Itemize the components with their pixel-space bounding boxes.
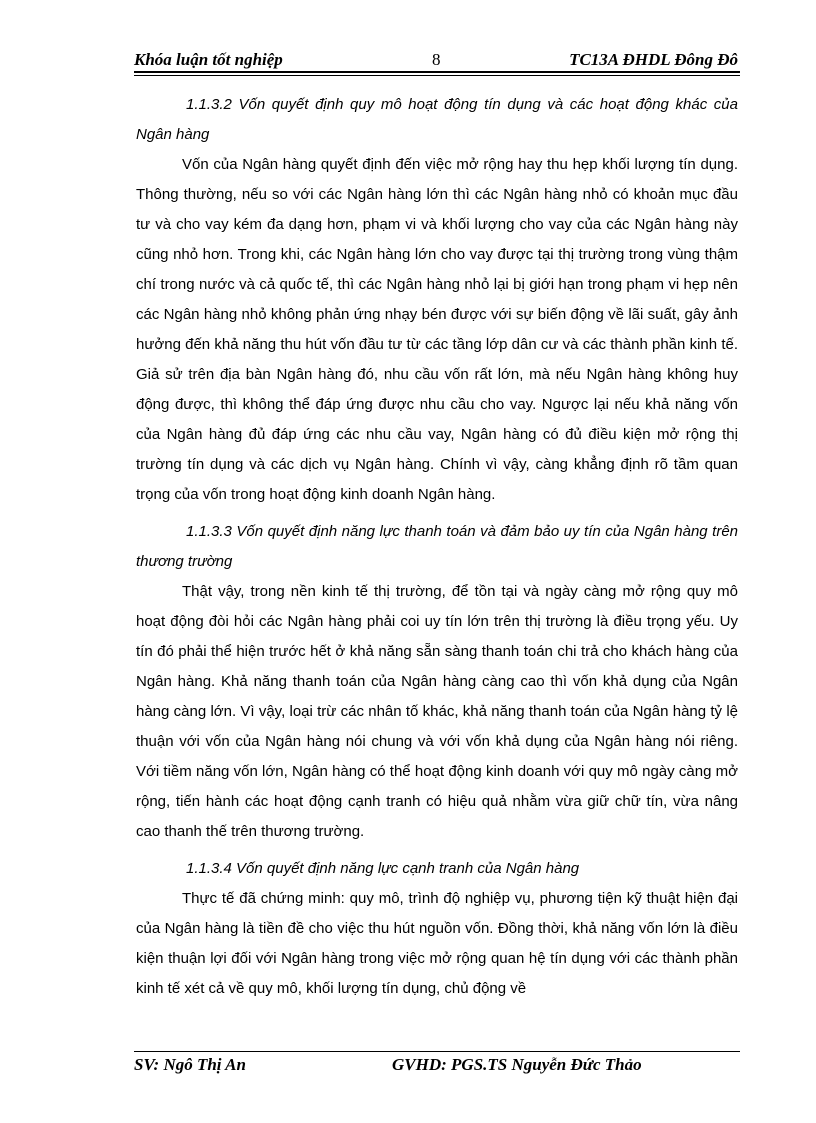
page-header xyxy=(134,46,740,72)
document-body xyxy=(136,88,738,1004)
page-number: 8 xyxy=(432,50,441,69)
page-footer xyxy=(134,1055,740,1081)
section-heading-1132: 1.1.3.2 Vốn quyết định quy mô hoạt động tín dụng và các hoạt động khác của Ngân hàng xyxy=(136,96,738,143)
footer-rule xyxy=(134,1051,740,1052)
header-thesis-title: Khóa luận tốt nghiệp xyxy=(134,50,283,69)
section-paragraph-1132: Vốn của Ngân hàng quyết định đến việc mở rộng hay thu hẹp khối lượng tín dụng. Thông thường, nếu so với các Ngân hàng lớn thì các Ngân hàng nhỏ có khoản mục đầu tư và cho vay kém đa dạng hơn, phạm vi và khối lượng cho vay của các Ngân hàng này cũng nhỏ hơn. Trong khi, các Ngân hàng lớn cho vay được tại thị trường trong vùng thậm chí trong nước và cả quốc tế, thì các Ngân hàng nhỏ lại bị giới hạn trong phạm vi hẹp nên các Ngân hàng nhỏ không phản ứng nhạy bén được với sự biến động về lãi suất, gây ảnh hưởng đến khả năng thu hút vốn đầu tư từ các tầng lớp dân cư và các thành phần kinh tế. Giả sử trên địa bàn Ngân hàng đó, nhu cầu vốn rất lớn, mà nếu Ngân hàng không huy động được, thì không thể đáp ứng được nhu cầu cho vay. Ngược lại nếu khả năng vốn của Ngân hàng đủ đáp ứng các nhu cầu vay, Ngân hàng có đủ điều kiện mở rộng thị trường tín dụng và các dịch vụ Ngân hàng. Chính vì vậy, càng khẳng định rõ tầm quan trọng của vốn trong hoạt động kinh doanh Ngân hàng. xyxy=(136,156,738,503)
header-class-name: TC13A ĐHDL Đông Đô xyxy=(569,50,738,69)
header-rule-thick xyxy=(134,71,740,73)
header-rule-thin xyxy=(134,75,740,76)
section-paragraph-1134: Thực tế đã chứng minh: quy mô, trình độ nghiệp vụ, phương tiện kỹ thuật hiện đại của Ngân hàng là tiền đề cho việc thu hút nguồn vốn. Đồng thời, khả năng vốn lớn là điều kiện thuận lợi đối với Ngân hàng trong việc mở rộng quan hệ tín dụng với các thành phần kinh tế xét cả về quy mô, khối lượng tín dụng, chủ động về xyxy=(136,890,738,997)
section-paragraph-1133: Thật vậy, trong nền kinh tế thị trường, để tồn tại và ngày càng mở rộng quy mô hoạt động đòi hỏi các Ngân hàng phải coi uy tín lớn trên thị trường là điều trọng yếu. Uy tín đó phải thể hiện trước hết ở khả năng sẵn sàng thanh toán chi trả cho khách hàng của Ngân hàng. Khả năng thanh toán của Ngân hàng càng cao thì vốn khả dụng của Ngân hàng càng lớn. Vì vậy, loại trừ các nhân tố khác, khả năng thanh toán của Ngân hàng tỷ lệ thuận với vốn của Ngân hàng nói chung và với vốn khả dụng của Ngân hàng nói riêng. Với tiềm năng vốn lớn, Ngân hàng có thể hoạt động kinh doanh với quy mô ngày càng mở rộng, tiến hành các hoạt động cạnh tranh có hiệu quả nhằm vừa giữ chữ tín, vừa nâng cao thanh thế trên thương trường. xyxy=(136,583,738,840)
section-heading-1133: 1.1.3.3 Vốn quyết định năng lực thanh toán và đảm bảo uy tín của Ngân hàng trên thương trường xyxy=(136,523,738,570)
footer-advisor: GVHD: PGS.TS Nguyễn Đức Thảo xyxy=(392,1055,642,1074)
footer-student: SV: Ngô Thị An xyxy=(134,1055,246,1074)
section-heading-1134: 1.1.3.4 Vốn quyết định năng lực cạnh tranh của Ngân hàng xyxy=(186,860,580,877)
